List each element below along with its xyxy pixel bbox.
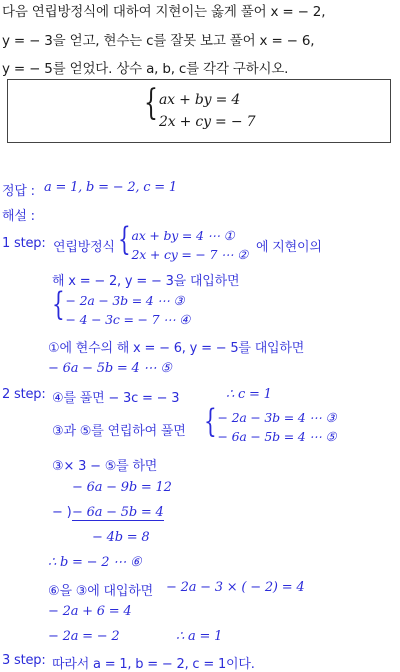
line-3-5: ③과 ⑤를 연립하여 풀면 — [52, 424, 186, 439]
brace: { — [204, 401, 217, 440]
step1-line-2: 해 x = − 2, y = − 3을 대입하면 — [52, 274, 240, 289]
step1-label: 1 step: — [2, 236, 46, 251]
calc-line-1: − 6a − 9b = 12 — [72, 480, 172, 495]
answer-label: 정답 : — [2, 184, 35, 199]
step2-label: 2 step: — [2, 387, 46, 402]
problem-eq-1: ax + by = 4 — [159, 92, 241, 108]
calc-line-3: − 4b = 8 — [92, 530, 150, 545]
calc-line-2: − 6a − 5b = 4 — [72, 505, 164, 520]
step2-text: ④를 풀면 − 3c = − 3 — [52, 391, 180, 406]
therefore-b: ∴ b = − 2 ⋯ ⑥ — [48, 555, 142, 570]
calc-minus: − ) — [52, 505, 72, 520]
problem-system — [144, 83, 256, 130]
problem-line-2: y = − 3을 얻고, 현수는 c를 잘못 보고 풀어 x = − 6, — [2, 33, 315, 49]
step1-tail: 에 지현이의 — [256, 240, 322, 255]
line-a2-therefore: ∴ a = 1 — [176, 629, 223, 644]
step1-text: 연립방정식 — [53, 240, 115, 255]
line-a2: − 2a = − 2 — [48, 629, 120, 644]
explanation-label: 해설 : — [2, 209, 35, 224]
line-mult: ③× 3 − ⑤를 하면 — [52, 459, 158, 474]
problem-eq-2: 2x + cy = − 7 — [159, 114, 256, 130]
line-hyeonsu: ①에 현수의 해 x = − 6, y = − 5를 대입하면 — [48, 341, 305, 356]
problem-line-1: 다음 연립방정식에 대하여 지현이는 옳게 풀어 x = − 2, — [2, 4, 326, 20]
step1-system — [118, 219, 249, 262]
line-a1: − 2a + 6 = 4 — [48, 604, 132, 619]
step1-eq-1: ax + by = 4 ⋯ ① — [131, 228, 235, 243]
brace: { — [144, 83, 158, 124]
brace: { — [118, 219, 131, 258]
sys35-eq-5: − 6a − 5b = 4 ⋯ ⑤ — [217, 429, 337, 444]
line-sub: ⑥을 ③에 대입하면 — [48, 584, 153, 599]
step1-eq-2: 2x + cy = − 7 ⋯ ② — [131, 247, 249, 262]
brace: { — [52, 284, 65, 323]
eq-4: − 4 − 3c = − 7 ⋯ ④ — [65, 312, 191, 327]
sys35-eq-3: − 2a − 3b = 4 ⋯ ③ — [217, 410, 337, 425]
system-3-4 — [52, 284, 191, 327]
equation-box — [7, 79, 391, 143]
step3-label: 3 step: — [2, 653, 46, 668]
line-sub-eq: − 2a − 3 × ( − 2) = 4 — [166, 580, 305, 595]
step2-therefore: ∴ c = 1 — [226, 387, 272, 402]
eq-3: − 2a − 3b = 4 ⋯ ③ — [65, 293, 185, 308]
system-3-5 — [204, 401, 337, 444]
step3-text: 따라서 a = 1, b = − 2, c = 1이다. — [52, 657, 255, 672]
eq-5: − 6a − 5b = 4 ⋯ ⑤ — [48, 361, 172, 376]
problem-line-3: y = − 5를 얻었다. 상수 a, b, c를 각각 구하시오. — [2, 61, 289, 77]
answer-value: a = 1, b = − 2, c = 1 — [44, 180, 177, 195]
